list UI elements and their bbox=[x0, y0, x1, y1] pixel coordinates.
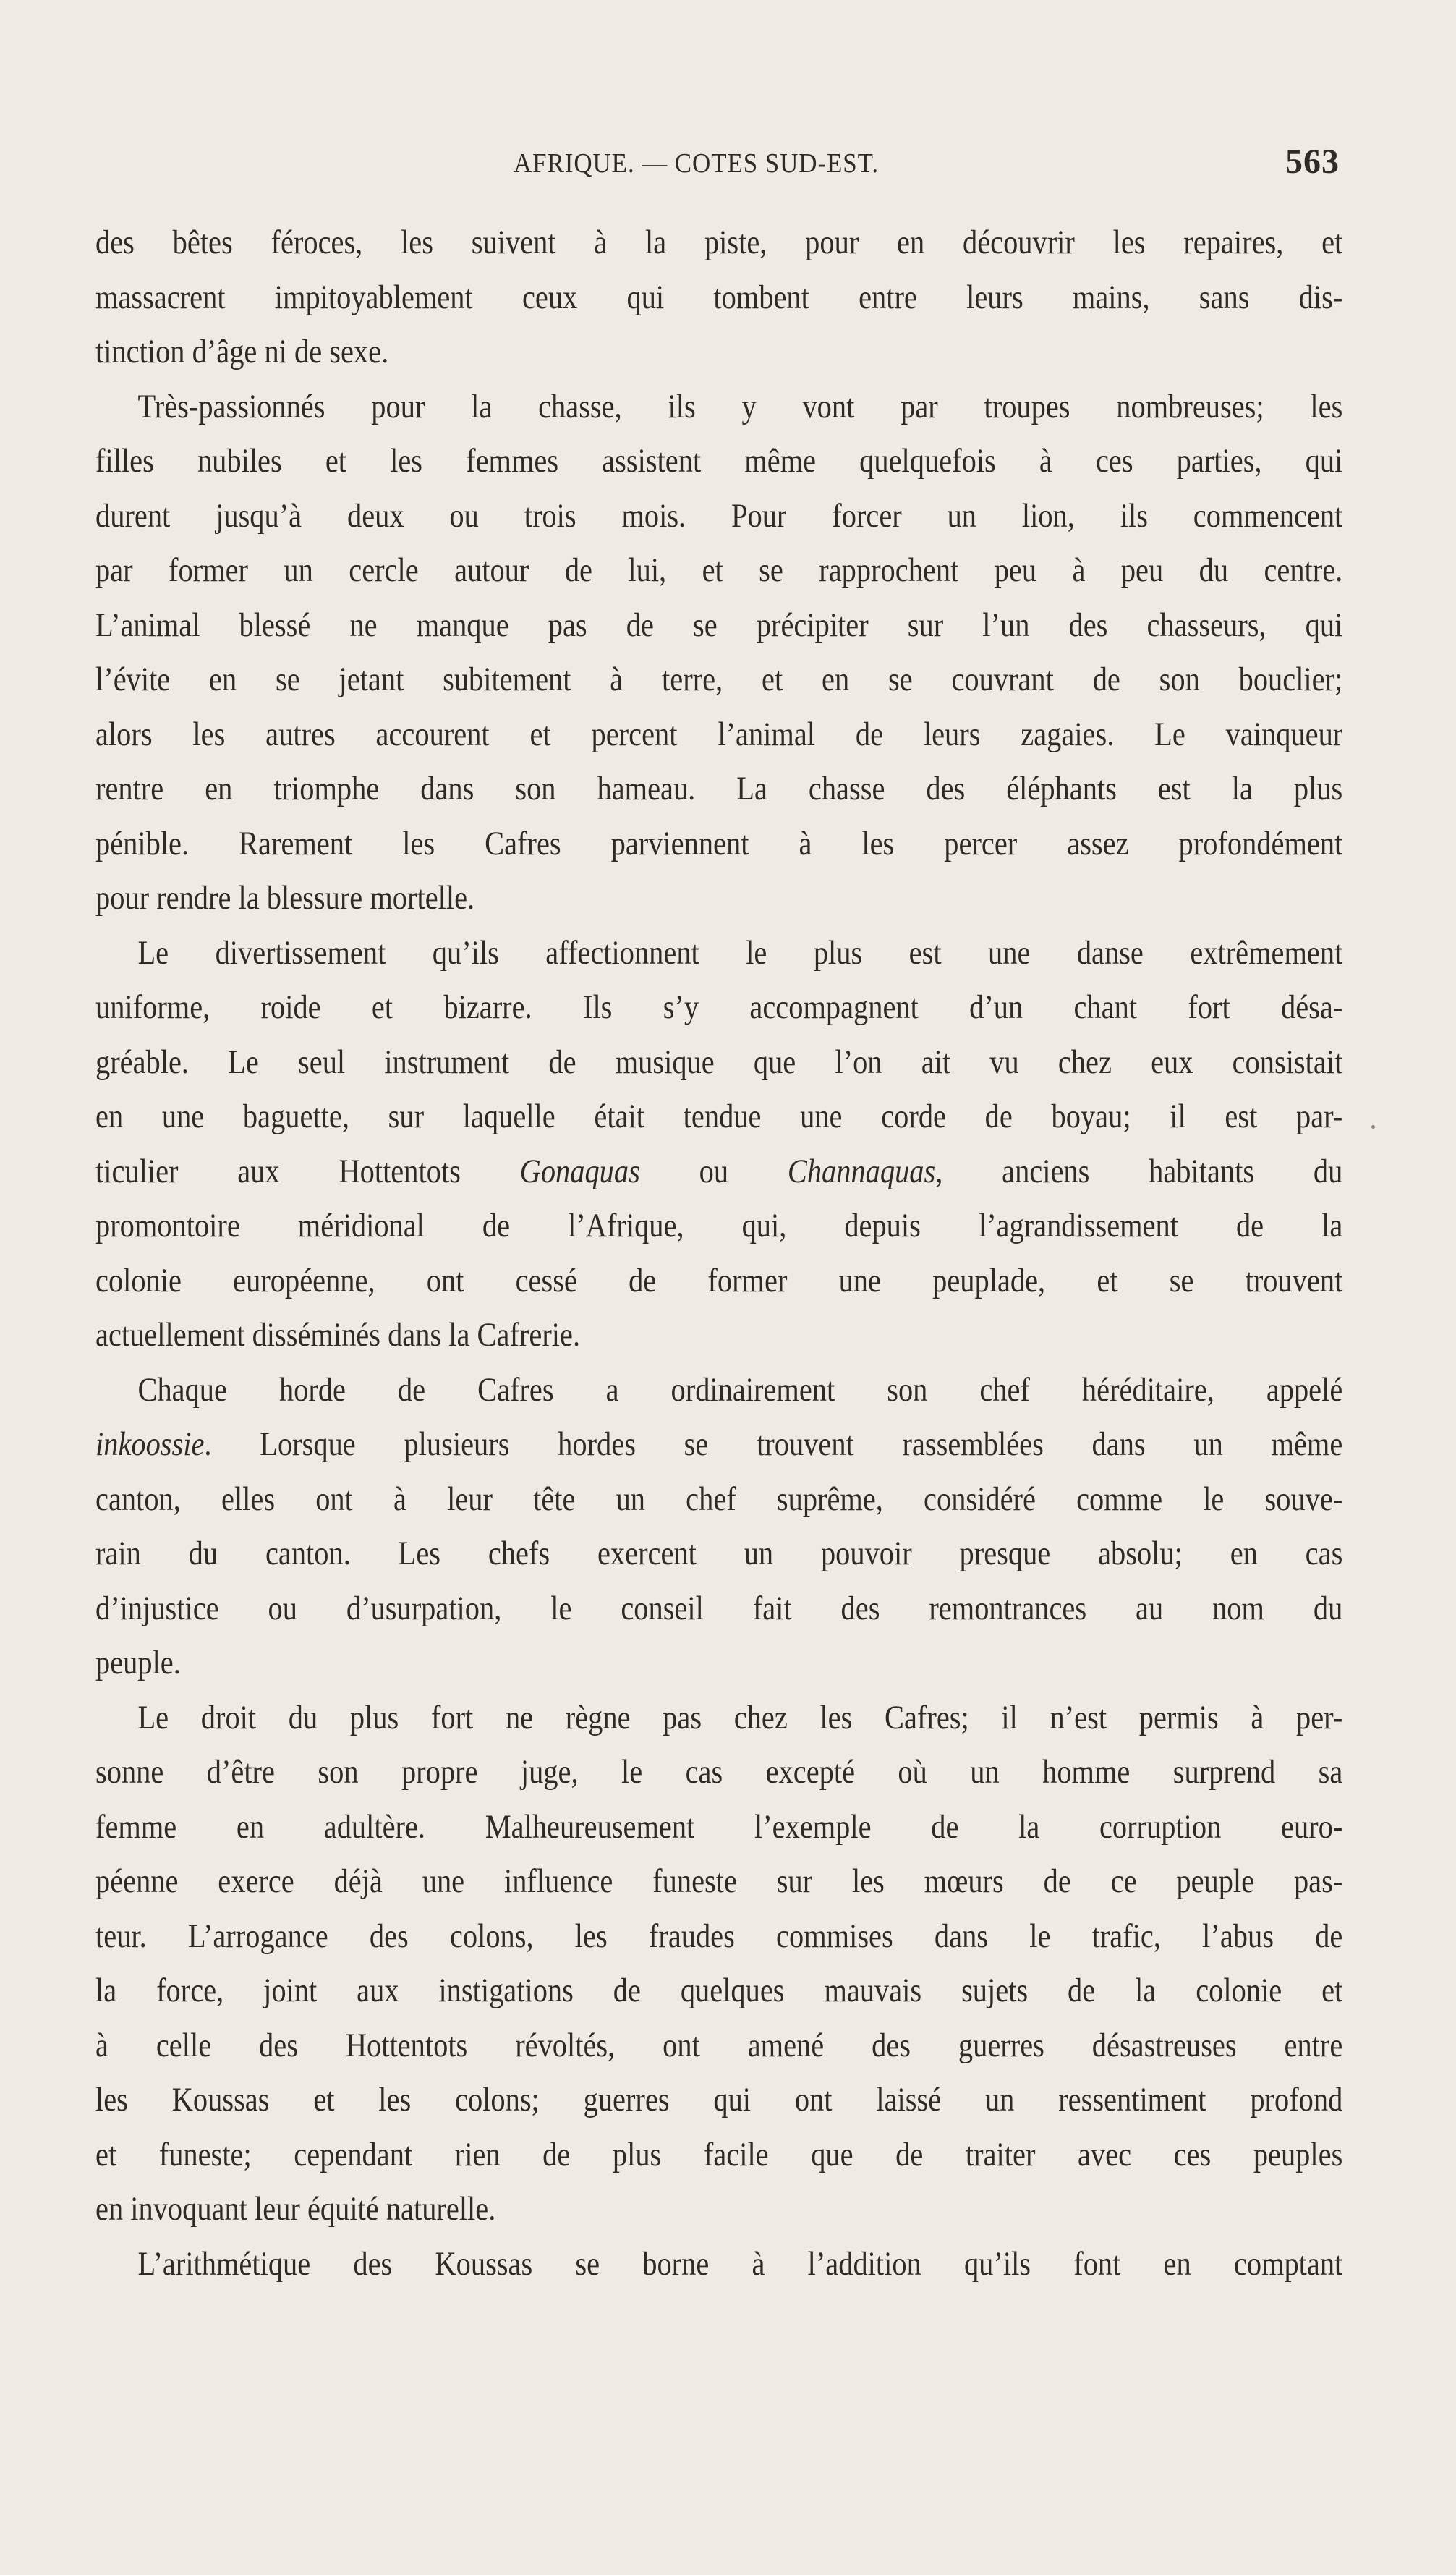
body-text bbox=[95, 216, 1342, 2291]
text-line: L’animal blessé ne manque pas de se précipiter sur l’un des chasseurs, qui bbox=[95, 606, 1343, 644]
text-line: teur. L’arrogance des colons, les fraudes commises dans le trafic, l’abus de bbox=[95, 1917, 1343, 1955]
text-line: d’injustice ou d’usurpation, le conseil fait des remontrances au nom du bbox=[95, 1589, 1343, 1627]
text-line: femme en adultère. Malheureusement l’exemple de la corruption euro- bbox=[95, 1807, 1343, 1846]
text-line: promontoire méridional de l’Afrique, qui, depuis l’agrandissement de la bbox=[95, 1207, 1343, 1244]
page-number: 563 bbox=[1285, 143, 1340, 181]
text-line: sonne d’être son propre juge, le cas excepté où un homme surprend sa bbox=[95, 1753, 1343, 1791]
text-line: peuple. bbox=[95, 1644, 181, 1681]
text-line: en invoquant leur équité naturelle. bbox=[95, 2190, 496, 2228]
text-line: gréable. Le seul instrument de musique que l’on ait vu chez eux consistait bbox=[95, 1043, 1343, 1081]
text-line: tinction d’âge ni de sexe. bbox=[95, 333, 389, 370]
text-line: Le divertissement qu’ils affectionnent le plus est une danse extrêmement bbox=[137, 933, 1343, 972]
text-line: Très-passionnés pour la chasse, ils y vont par troupes nombreuses; les bbox=[137, 387, 1343, 425]
text-line: Chaque horde de Cafres a ordinairement son chef héréditaire, appelé bbox=[137, 1370, 1343, 1409]
text-line: Le droit du plus fort ne règne pas chez les Cafres; il n’est permis à per- bbox=[137, 1698, 1343, 1736]
text-line: massacrent impitoyablement ceux qui tombent entre leurs mains, sans dis- bbox=[95, 278, 1343, 316]
text-line: colonie européenne, ont cessé de former une peuplade, et se trouvent bbox=[95, 1261, 1343, 1299]
text-line: actuellement disséminés dans la Cafrerie. bbox=[95, 1316, 581, 1354]
text-line bbox=[95, 1417, 1342, 1472]
text-line: rain du canton. Les chefs exercent un pouvoir presque absolu; en cas bbox=[95, 1535, 1343, 1572]
text-line: des bêtes féroces, les suivent à la piste, pour en découvrir les repaires, et bbox=[95, 224, 1343, 261]
text-line: uniforme, roide et bizarre. Ils s’y accompagnent d’un chant fort désa- bbox=[95, 988, 1343, 1026]
line-segment: ou bbox=[639, 1152, 788, 1190]
text-line: canton, elles ont à leur tête un chef suprême, considéré comme le souve- bbox=[95, 1480, 1343, 1518]
text-line bbox=[95, 1145, 1342, 1200]
text-line: durent jusqu’à deux ou trois mois. Pour forcer un lion, ils commencent bbox=[95, 496, 1343, 535]
text-line: en une baguette, sur laquelle était tendue une corde de boyau; il est par- bbox=[95, 1098, 1343, 1135]
text-line: à celle des Hottentots révoltés, ont amené des guerres désastreuses entre bbox=[95, 2026, 1343, 2064]
line-segment: ticulier aux Hottentots bbox=[95, 1152, 520, 1190]
italic-term: Gonaquas bbox=[519, 1152, 640, 1190]
text-line: filles nubiles et les femmes assistent même quelquefois à ces parties, qui bbox=[95, 442, 1343, 480]
text-line: péenne exerce déjà une influence funeste sur les mœurs de ce peuple pas- bbox=[95, 1862, 1343, 1900]
text-line: et funeste; cependant rien de plus facile que de traiter avec ces peuples bbox=[95, 2135, 1343, 2173]
paper-speck bbox=[1371, 1125, 1375, 1129]
line-segment: , anciens habitants du bbox=[935, 1152, 1343, 1190]
text-line: par former un cercle autour de lui, et se rapprochent peu à peu du centre. bbox=[95, 551, 1343, 589]
text-line: L’arithmétique des Koussas se borne à l’addition qu’ils font en comptant bbox=[137, 2244, 1343, 2283]
text-line: alors les autres accourent et percent l’animal de leurs zagaies. Le vainqueur bbox=[95, 715, 1343, 753]
running-head bbox=[95, 142, 1340, 192]
text-line: pénible. Rarement les Cafres parviennent à les percer assez profondément bbox=[95, 824, 1343, 862]
text-line: rentre en triomphe dans son hameau. La chasse des éléphants est la plus bbox=[95, 770, 1343, 807]
italic-term: Channaquas bbox=[787, 1152, 936, 1190]
text-line: pour rendre la blessure mortelle. bbox=[95, 879, 475, 917]
text-line: la force, joint aux instigations de quelques mauvais sujets de la colonie et bbox=[95, 1972, 1343, 2009]
text-line: les Koussas et les colons; guerres qui ont laissé un ressentiment profond bbox=[95, 2081, 1343, 2118]
italic-term: inkoossie bbox=[95, 1425, 205, 1463]
text-line: l’évite en se jetant subitement à terre, et en se couvrant de son bouclier; bbox=[95, 661, 1343, 698]
running-title: AFRIQUE. — COTES SUD-EST. bbox=[514, 148, 880, 179]
line-segment: . Lorsque plusieurs hordes se trouvent rassemblées dans un même bbox=[204, 1425, 1343, 1463]
